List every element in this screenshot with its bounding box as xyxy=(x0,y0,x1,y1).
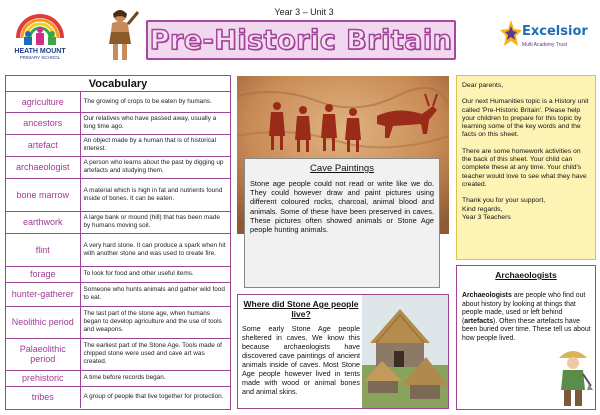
stone-age-huts-image xyxy=(362,295,448,408)
vocab-term: artefact xyxy=(6,134,80,156)
cave-paintings-title: Cave Paintings xyxy=(310,163,374,174)
vocabulary-panel xyxy=(5,75,231,410)
archaeologists-lead: Archaeologists xyxy=(462,292,512,299)
vocabulary-table xyxy=(6,92,230,408)
cave-paintings-text: Stone age people could not read or write like we do. They could however draw and paint pictures using different coloured rocks, charcoal, animal blood and animals. Some of these have been preserved in caves. These pictures often showed animals or Stone Age people hunting animals. xyxy=(250,179,434,235)
unit-subtitle: Year 3 – Unit 3 xyxy=(274,7,334,17)
school-name: HEATH MOUNT xyxy=(14,48,66,55)
vocab-term: flint xyxy=(6,233,80,266)
page-title: Pre-Historic Britain xyxy=(149,24,453,56)
vocab-definition: A very hard stone. It can produce a spark when hit with another stone and was used to create fire. xyxy=(80,233,230,266)
vocab-term: Palaeolithic period xyxy=(6,338,80,370)
vocab-definition: To look for food and other useful items. xyxy=(80,266,230,282)
page-header xyxy=(4,4,596,64)
vocab-row xyxy=(6,306,230,338)
vocab-definition: An object made by a human that is of historical interest. xyxy=(80,134,230,156)
vocab-row xyxy=(6,338,230,370)
vocabulary-heading: Vocabulary xyxy=(6,76,230,92)
vocab-definition: A group of people that live together for protection. xyxy=(83,393,224,401)
archaeologists-text-a: are people who find out about history by looking at things that people made, used or left behind ( xyxy=(462,292,586,325)
vocab-row xyxy=(6,112,230,134)
title-banner xyxy=(146,20,456,60)
archaeologist-illustration xyxy=(553,346,593,408)
star-icon xyxy=(500,20,522,48)
artefacts-word: artefacts xyxy=(464,317,494,325)
letter-signoff: Kind regards, xyxy=(462,205,503,213)
archaeologists-box xyxy=(456,265,596,410)
trust-tagline: Multi Academy Trust xyxy=(522,42,568,48)
cave-paintings-box xyxy=(244,158,440,288)
vocab-row xyxy=(6,266,230,282)
vocab-term: earthwork xyxy=(6,211,80,233)
vocab-row xyxy=(6,211,230,233)
archaeologists-text-b: ). Often these artefacts have been buried over time. These tell us about how people lived. xyxy=(462,317,591,342)
vocab-term: bone marrow xyxy=(6,178,80,211)
letter-greeting: Dear parents, xyxy=(462,82,504,89)
caveman-illustration xyxy=(100,8,140,64)
where-lived-box xyxy=(237,294,449,409)
parents-letter xyxy=(456,75,596,260)
archaeologists-title: Archaeologists xyxy=(495,270,557,280)
vocab-definition: A person who learns about the past by digging up artefacts and studying them. xyxy=(80,156,230,178)
vocab-term: forage xyxy=(6,266,80,282)
vocab-definition: A time before records began. xyxy=(80,370,230,386)
trust-logo xyxy=(500,12,590,58)
school-sub: PRIMARY SCHOOL xyxy=(19,55,61,60)
vocab-row xyxy=(6,233,230,266)
where-lived-text: Some early Stone Age people sheltered in caves. We know this because archaeologists have discovered cave paintings of ancient animals inside of caves. Most Stone Age people however lived in tents made with wood or animal bones and animal skins. xyxy=(242,324,360,396)
vocab-term: archaeologist xyxy=(6,156,80,178)
vocab-term: agriculture xyxy=(6,92,80,112)
vocab-definition: The earliest part of the Stone Age. Tools made of chipped stone were used and cave art was created. xyxy=(80,338,230,370)
trust-name: Excelsior xyxy=(522,24,588,39)
vocab-row xyxy=(6,92,230,112)
letter-signature: Year 3 Teachers xyxy=(462,213,511,221)
vocab-definition: Our relatives who have passed away, usually a long time ago. xyxy=(80,112,230,134)
archaeologists-text xyxy=(462,292,592,343)
school-logo xyxy=(10,8,70,60)
vocab-definition: The last part of the stone age, when humans began to develop agriculture and the use of tools and weapons. xyxy=(80,306,230,338)
vocab-row xyxy=(6,156,230,178)
where-lived-title: Where did Stone Age people live? xyxy=(243,299,359,319)
vocab-row xyxy=(6,282,230,306)
vocab-row xyxy=(6,370,230,386)
letter-thanks: Thank you for your support, xyxy=(462,197,546,205)
vocab-row xyxy=(6,178,230,211)
vocab-term: ancestors xyxy=(6,112,80,134)
vocab-definition: A material which is high in fat and nutrients found inside of bones. It can be eaten. xyxy=(80,178,230,211)
letter-paragraph-2: There are some homework activities on the back of this sheet. Your child can complete these at any time. Your child's teacher would love to see what they have created. xyxy=(462,147,587,188)
letter-paragraph-1: Our next Humanities topic is a History unit called 'Pre-Historic Britain'. Please help your children to prepare for this topic by learning some of the key words and the facts on this sheet. xyxy=(462,98,589,139)
vocab-term: hunter-gatherer xyxy=(6,282,80,306)
vocab-term: Neolithic period xyxy=(6,306,80,338)
vocab-definition: Someone who hunts animals and gather wild food to eat. xyxy=(80,282,230,306)
vocab-term: tribes xyxy=(6,386,80,408)
vocab-term: prehistoric xyxy=(6,370,80,386)
vocab-row xyxy=(6,386,230,408)
vocab-definition: A large bank or mound (hill) that has been made by humans moving soil. xyxy=(80,211,230,233)
vocab-definition: The growing of crops to be eaten by humans. xyxy=(80,92,230,112)
vocab-row xyxy=(6,134,230,156)
